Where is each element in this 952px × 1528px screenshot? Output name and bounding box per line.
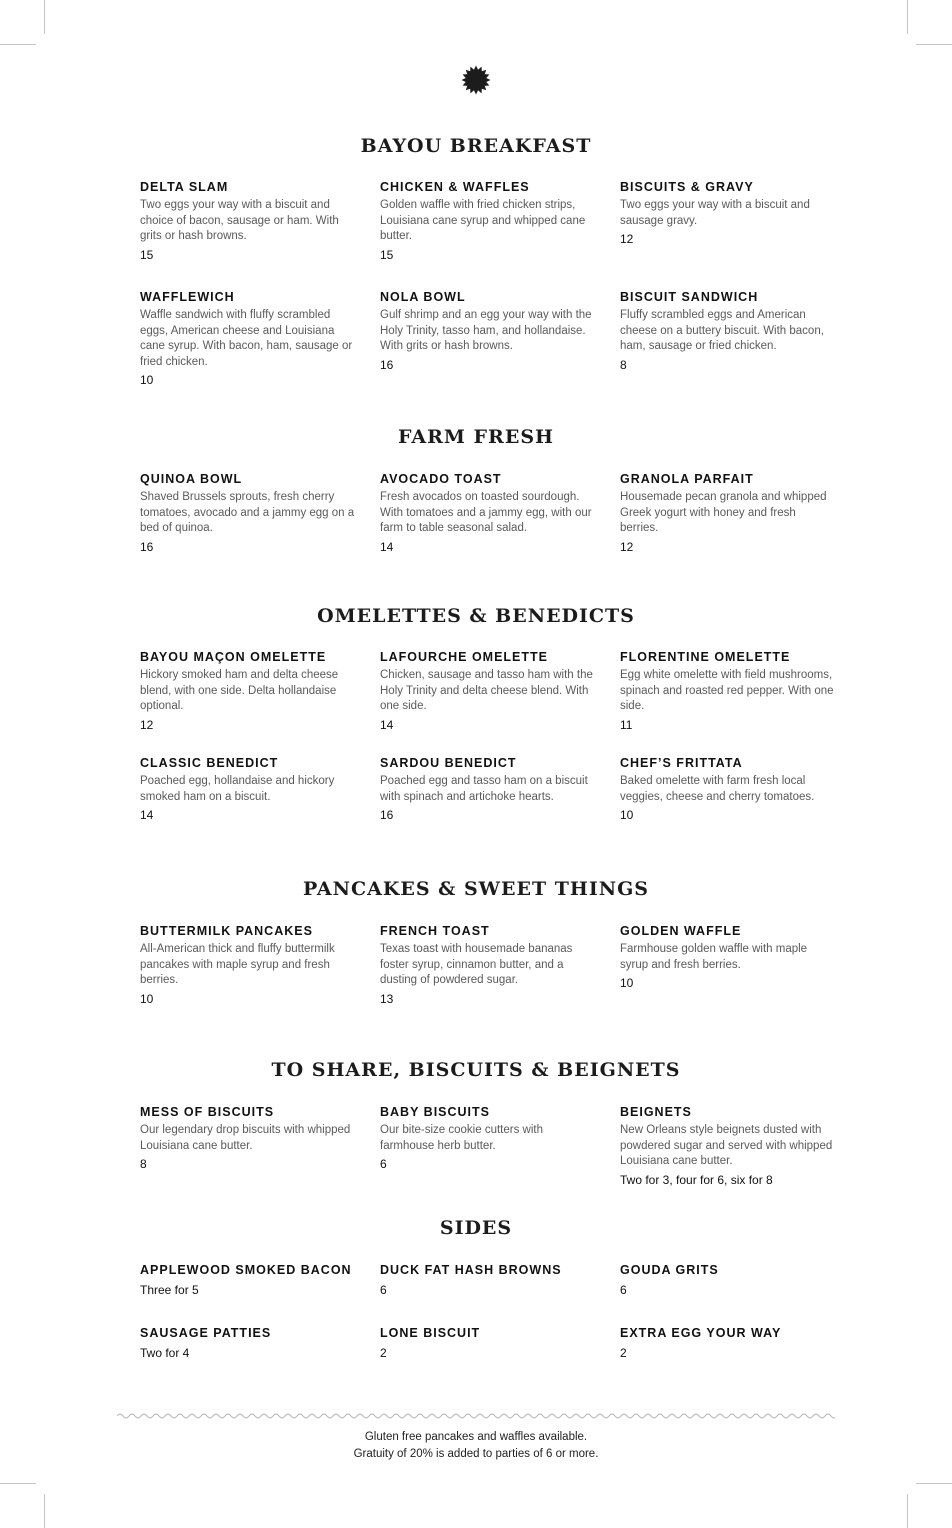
menu-item (380, 472, 595, 555)
menu-item (140, 1326, 355, 1361)
menu-item (140, 924, 355, 1007)
item-name: CHEF’S FRITTATA (620, 756, 743, 770)
item-description: Housemade pecan granola and whipped Greek yogurt with honey and fresh berries. (620, 491, 827, 534)
item-price: 11 (620, 717, 633, 732)
section-title: FARM FRESH (398, 426, 554, 448)
menu-item (380, 180, 595, 263)
menu-item (620, 472, 835, 555)
crop-mark (44, 1494, 45, 1528)
item-name: WAFFLEWICH (140, 290, 235, 304)
item-description: Two eggs your way with a biscuit and choice of bacon, sausage or ham. With grits or hash browns. (140, 199, 339, 242)
item-price: 10 (140, 991, 154, 1006)
section-pancakes-sweet-things (0, 878, 952, 900)
menu-item (620, 1326, 835, 1361)
section-title: TO SHARE, BISCUITS & BEIGNETS (271, 1059, 681, 1081)
section-omelettes-benedicts (0, 605, 952, 627)
section-bayou-breakfast (0, 135, 952, 157)
item-description: Our bite-size cookie cutters with farmhouse herb butter. (380, 1124, 543, 1152)
menu-item (380, 924, 595, 1007)
item-description: Fluffy scrambled eggs and American cheese on a buttery biscuit. With bacon, ham, sausage or fried chicken. (620, 309, 824, 352)
section-title: SIDES (439, 1217, 513, 1239)
section-title: OMELETTES & BENEDICTS (317, 605, 635, 627)
menu-item (380, 650, 595, 733)
item-description: Waffle sandwich with fluffy scrambled eggs, American cheese and Louisiana cane syrup. With bacon, ham, sausage or fried chicken. (140, 309, 353, 368)
item-name: SARDOU BENEDICT (380, 756, 517, 770)
item-description: Hickory smoked ham and delta cheese blend, with one side. Delta hollandaise optional. (140, 669, 339, 712)
footer-gluten-free-note: Gluten free pancakes and waffles available. (364, 1431, 588, 1443)
item-price: 15 (380, 247, 394, 262)
item-price: 16 (140, 539, 154, 554)
menu-item (380, 1263, 615, 1298)
item-description: Baked omelette with farm fresh local veggies, cheese and cherry tomatoes. (620, 775, 815, 803)
item-price: 15 (140, 247, 154, 262)
item-price: 6 (380, 1283, 387, 1297)
item-price: 12 (620, 232, 634, 246)
crop-mark (907, 0, 908, 34)
crop-mark (44, 0, 45, 34)
menu-item (620, 1105, 840, 1188)
item-description: Our legendary drop biscuits with whipped Louisiana cane butter. (140, 1124, 351, 1152)
item-name: BUTTERMILK PANCAKES (140, 924, 313, 938)
item-name: GRANOLA PARFAIT (620, 472, 754, 486)
item-price: 6 (620, 1283, 627, 1297)
item-name: CHICKEN & WAFFLES (380, 180, 530, 194)
crop-mark (907, 1494, 908, 1528)
item-name: APPLEWOOD SMOKED BACON (140, 1263, 352, 1277)
item-price: Three for 5 (140, 1283, 199, 1297)
item-price: 13 (380, 991, 394, 1006)
item-price: 10 (620, 976, 634, 990)
menu-item (140, 650, 355, 733)
crop-mark (916, 1483, 952, 1484)
item-name: BISCUIT SANDWICH (620, 290, 759, 304)
menu-item (380, 290, 595, 373)
item-description: New Orleans style beignets dusted with powdered sugar and served with whipped Louisiana cane butter. (620, 1124, 833, 1167)
item-name: AVOCADO TOAST (380, 472, 502, 486)
menu-item (140, 180, 355, 263)
item-description: Golden waffle with fried chicken strips, Louisiana cane syrup and whipped cane butter. (380, 199, 586, 242)
item-name: SAUSAGE PATTIES (140, 1326, 272, 1340)
item-price: 2 (380, 1346, 387, 1360)
item-name: DUCK FAT HASH BROWNS (380, 1263, 562, 1277)
item-price: 10 (140, 373, 154, 387)
item-price: 12 (620, 539, 634, 554)
item-description: Texas toast with housemade bananas foster syrup, cinnamon butter, and a dusting of powdered sugar. (380, 943, 573, 986)
section-sides (0, 1217, 952, 1239)
item-description: All-American thick and fluffy buttermilk pancakes with maple syrup and fresh berries. (140, 943, 335, 986)
item-name: MESS OF BISCUITS (140, 1105, 275, 1119)
item-price: Two for 3, four for 6, six for 8 (620, 1172, 773, 1187)
item-name: NOLA BOWL (380, 290, 466, 304)
item-description: Two eggs your way with a biscuit and sausage gravy. (620, 199, 810, 227)
item-name: BAYOU MAÇON OMELETTE (140, 650, 327, 664)
item-name: FLORENTINE OMELETTE (620, 650, 791, 664)
item-price: 10 (620, 808, 634, 822)
item-price: 16 (380, 808, 394, 822)
menu-item (620, 756, 835, 823)
item-name: QUINOA BOWL (140, 472, 243, 486)
item-name: BABY BISCUITS (380, 1105, 491, 1119)
menu-item (140, 290, 355, 388)
menu-item (380, 756, 595, 823)
item-name: EXTRA EGG YOUR WAY (620, 1326, 782, 1340)
item-description: Chicken, sausage and tasso ham with the Holy Trinity and delta cheese blend. With one side. (380, 669, 593, 712)
item-price: 8 (620, 357, 627, 372)
item-description: Gulf shrimp and an egg your way with the Holy Trinity, tasso ham, and hollandaise. With grits or hash browns. (380, 309, 592, 352)
item-price: 14 (380, 717, 394, 732)
item-description: Farmhouse golden waffle with maple syrup and fresh berries. (620, 943, 808, 971)
section-to-share (0, 1059, 952, 1081)
wavy-divider (117, 1410, 835, 1422)
menu-item (380, 1105, 595, 1172)
item-name: GOLDEN WAFFLE (620, 924, 742, 938)
menu-item (620, 1263, 835, 1298)
item-name: CLASSIC BENEDICT (140, 756, 279, 770)
menu-item (620, 650, 835, 733)
item-name: BEIGNETS (620, 1105, 692, 1119)
menu-item (620, 924, 835, 991)
menu-item (140, 1105, 355, 1172)
item-price: 12 (140, 717, 154, 732)
section-farm-fresh (0, 426, 952, 448)
menu-item (140, 1263, 375, 1298)
item-description: Fresh avocados on toasted sourdough. With tomatoes and a jammy egg, with our farm to table seasonal salad. (380, 491, 592, 534)
item-description: Egg white omelette with field mushrooms, spinach and roasted red pepper. With one side. (620, 669, 834, 712)
item-name: BISCUITS & GRAVY (620, 180, 754, 194)
crop-mark (916, 44, 952, 45)
item-name: FRENCH TOAST (380, 924, 490, 938)
menu-item (620, 180, 835, 247)
item-description: Shaved Brussels sprouts, fresh cherry tomatoes, avocado and a jammy egg on a bed of quinoa. (140, 491, 355, 534)
item-price: Two for 4 (140, 1346, 190, 1360)
item-price: 16 (380, 357, 394, 372)
menu-item (140, 472, 355, 555)
menu-item (140, 756, 355, 823)
item-name: DELTA SLAM (140, 180, 229, 194)
footer-gratuity-note: Gratuity of 20% is added to parties of 6 or more. (353, 1448, 599, 1460)
starburst-icon (461, 65, 491, 95)
crop-mark (0, 1483, 36, 1484)
menu-item (380, 1326, 595, 1361)
item-price: 14 (140, 808, 154, 822)
item-name: LAFOURCHE OMELETTE (380, 650, 548, 664)
item-description: Poached egg, hollandaise and hickory smoked ham on a biscuit. (140, 775, 335, 803)
section-title: PANCAKES & SWEET THINGS (302, 878, 650, 900)
section-title: BAYOU BREAKFAST (360, 135, 592, 157)
item-price: 8 (140, 1157, 147, 1171)
crop-mark (0, 44, 36, 45)
item-price: 2 (620, 1346, 627, 1360)
footer-notes (0, 1429, 952, 1463)
item-description: Poached egg and tasso ham on a biscuit with spinach and artichoke hearts. (380, 775, 588, 803)
item-name: GOUDA GRITS (620, 1263, 719, 1277)
item-name: LONE BISCUIT (380, 1326, 481, 1340)
item-price: 14 (380, 539, 394, 554)
item-price: 6 (380, 1157, 387, 1171)
menu-item (620, 290, 835, 373)
